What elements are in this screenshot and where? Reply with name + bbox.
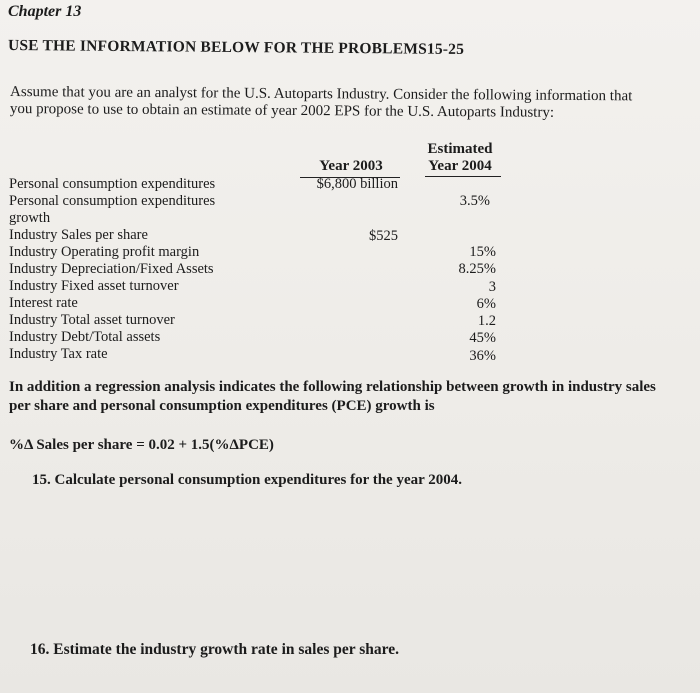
- chapter-title: Chapter 13: [8, 3, 82, 20]
- pce-growth-2004-value: 3.5%: [459, 193, 490, 209]
- estimate-value: 15%: [469, 244, 496, 260]
- column-header-2004-line2: Year 2004: [428, 158, 492, 174]
- estimate-value: 45%: [469, 330, 496, 347]
- column-header-2003: Year 2003: [319, 158, 383, 174]
- row-label: Industry Tax rate: [9, 346, 108, 362]
- row-labels: [9, 176, 215, 363]
- row-label: Industry Fixed asset turnover: [9, 278, 179, 294]
- sales-per-share-2003-value: $525: [369, 228, 398, 244]
- estimate-2004-values: [430, 244, 496, 365]
- row-label: Industry Total asset turnover: [9, 312, 175, 328]
- row-label: Industry Depreciation/Fixed Assets: [9, 261, 214, 277]
- row-label: Personal consumption expenditures: [9, 193, 216, 209]
- column-header-2004-line1: Estimated: [427, 141, 493, 157]
- regression-formula: %Δ Sales per share = 0.02 + 1.5(%ΔPCE): [9, 437, 274, 453]
- row-label: Industry Sales per share: [9, 227, 148, 243]
- column-header-2004: [420, 141, 500, 175]
- row-label: Industry Operating profit margin: [9, 244, 200, 260]
- estimate-value: 1.2: [477, 313, 496, 330]
- row-label: Personal consumption expenditures: [9, 176, 216, 192]
- row-label: Industry Debt/Total assets: [9, 329, 161, 345]
- estimate-value: 36%: [469, 347, 496, 364]
- row-label: growth: [9, 210, 51, 226]
- row-label: Interest rate: [9, 295, 78, 311]
- instructions-header: USE THE INFORMATION BELOW FOR THE PROBLEMS15-25: [7, 37, 465, 58]
- estimate-value: 8.25%: [458, 261, 496, 278]
- pce-2003-value: $6,800 billion: [316, 176, 398, 192]
- estimate-value: 3: [488, 278, 496, 295]
- regression-paragraph: In addition a regression analysis indicates the following relationship between growth in industry sales per share and personal consumption expenditures (PCE) growth is: [9, 379, 656, 414]
- intro-paragraph: Assume that you are an analyst for the U.S. Autoparts Industry. Consider the following information that you propose to use to obtain an estimate of year 2002 EPS for the U.S. Autoparts Industry:: [9, 84, 633, 121]
- column-rule-2004: [425, 176, 501, 177]
- question-15: 15. Calculate personal consumption expenditures for the year 2004.: [32, 472, 462, 488]
- question-16: 16. Estimate the industry growth rate in sales per share.: [30, 641, 399, 658]
- estimate-value: 6%: [476, 295, 496, 312]
